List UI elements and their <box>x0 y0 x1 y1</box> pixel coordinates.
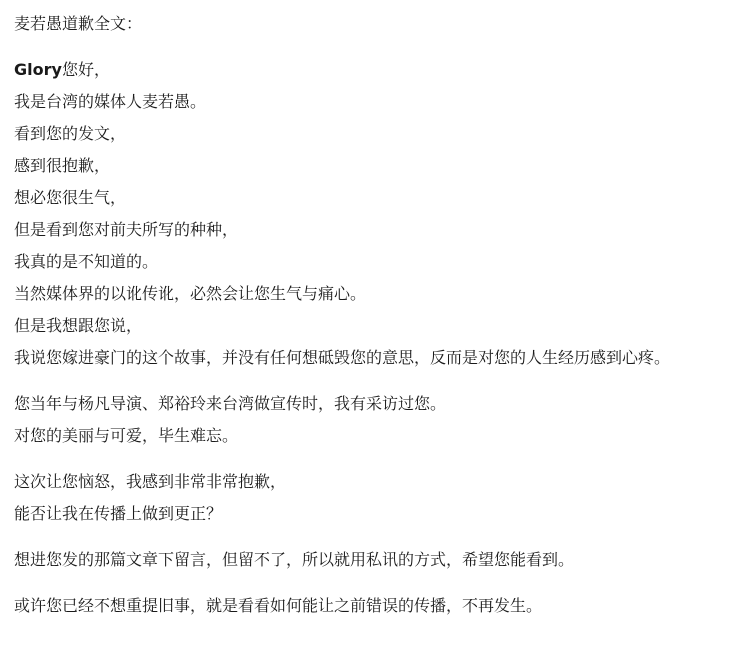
greeting-line <box>14 54 715 86</box>
text-line: 看到您的发文， <box>14 124 127 143</box>
paragraph-4 <box>14 544 715 576</box>
paragraph-1 <box>14 54 715 374</box>
text-line: 想必您很生气， <box>14 188 127 207</box>
text-line: 我是台湾的媒体人麦若愚。 <box>14 92 207 111</box>
paragraph-3 <box>14 466 715 530</box>
text-line: 您当年与杨凡导演、郑裕玲来台湾做宣传时，我有采访过您。 <box>14 394 447 413</box>
greeting-rest: 您好， <box>61 60 110 79</box>
text-line: 对您的美丽与可爱，毕生难忘。 <box>14 426 239 445</box>
text-line: 当然媒体界的以讹传讹，必然会让您生气与痛心。 <box>14 284 367 303</box>
text-line: 我说您嫁进豪门的这个故事，并没有任何想砥毁您的意思，反而是对您的人生经历感到心疼。 <box>14 348 671 367</box>
document-title: 麦若愚道歉全文： <box>14 14 143 33</box>
text-line: 能否让我在传播上做到更正？ <box>14 504 223 523</box>
greeting-name: Glory <box>14 60 62 79</box>
text-line: 我真的是不知道的。 <box>14 252 159 271</box>
paragraph-5 <box>14 590 715 622</box>
text-line: 但是我想跟您说， <box>14 316 143 335</box>
paragraph-2 <box>14 388 715 452</box>
text-line: 这次让您恼怒，我感到非常非常抱歉， <box>14 472 287 491</box>
text-line: 感到很抱歉， <box>14 156 111 175</box>
text-line: 但是看到您对前夫所写的种种， <box>14 220 239 239</box>
text-line: 想进您发的那篇文章下留言，但留不了，所以就用私讯的方式，希望您能看到。 <box>14 550 575 569</box>
text-line: 或许您已经不想重提旧事，就是看看如何能让之前错误的传播，不再发生。 <box>14 596 543 615</box>
